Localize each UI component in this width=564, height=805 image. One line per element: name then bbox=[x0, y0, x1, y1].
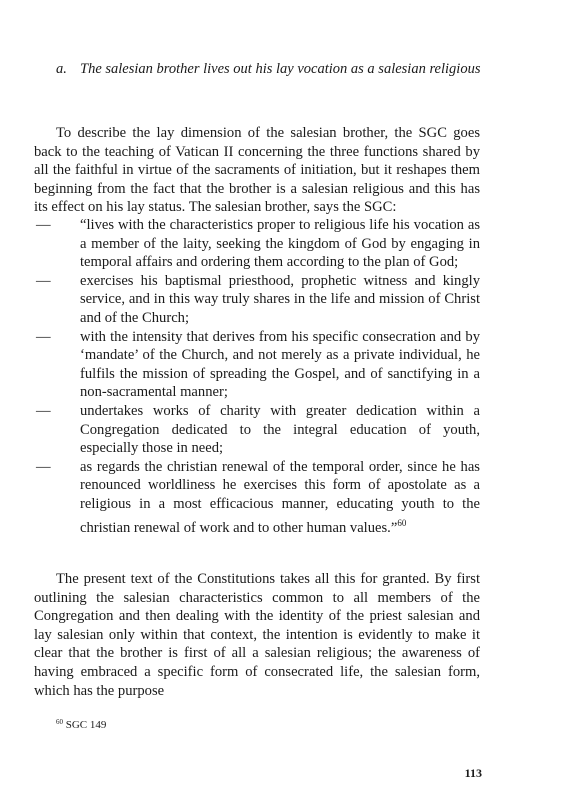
list-item-text: as regards the christian renewal of the temporal order, since he has renounced worldliness he exercises this form of apostolate as a religious in a most efficacious manner, educating youth to the christian renewal of work and to other human values.” bbox=[80, 458, 480, 536]
list-dash: — bbox=[36, 272, 51, 289]
list-item-text: “lives with the characteristics proper to religious life his vocation as a member of the laity, seeking the kingdom of God by engaging in temporal affairs and ordering them according to the plan of God; bbox=[80, 217, 480, 271]
footnote bbox=[56, 718, 106, 731]
list-item bbox=[34, 402, 480, 458]
paragraph-constitutions bbox=[34, 570, 480, 700]
list-item bbox=[34, 216, 480, 272]
page-number: 113 bbox=[464, 766, 482, 780]
list-item bbox=[34, 272, 480, 328]
list-dash: — bbox=[36, 402, 51, 419]
footnote-number: 60 bbox=[56, 718, 63, 726]
quote-list bbox=[34, 216, 480, 537]
list-dash: — bbox=[36, 217, 51, 233]
section-heading-text: The salesian brother lives out his lay vocation as a salesian religious bbox=[80, 61, 481, 77]
list-item-text: with the intensity that derives from his specific consecration and by ‘mandate’ of the Church, and not merely as a private individual, he fulfils the mission of spreading the Gospel, and of sanctifying in a non-sacramental manner; bbox=[80, 328, 480, 401]
list-dash: — bbox=[36, 328, 51, 345]
section-heading-label: a. bbox=[56, 61, 67, 77]
list-item-text: undertakes works of charity with greater dedication within a Congregation dedicated to the integral education of youth, especially those in need; bbox=[80, 402, 480, 457]
list-item bbox=[34, 458, 480, 537]
section-heading bbox=[56, 60, 496, 79]
footnote-text: SGC 149 bbox=[65, 719, 107, 731]
paragraph-constitutions-text: The present text of the Constitutions takes all this for granted. By first outlining the salesian characteristics common to all members of the Congregation and then dealing with the identity of the priest salesian and lay salesian only within that context, the intention is evidently to make it clear that the brother is first of all a salesian religious; the awareness of having embraced a specific form of consecrated life, the salesian form, which has the purpose bbox=[34, 571, 480, 699]
list-item-text: exercises his baptismal priesthood, prophetic witness and kingly service, and in this way truly shares in the life and mission of Christ and of the Church; bbox=[80, 272, 480, 326]
paragraph-intro-text: To describe the lay dimension of the salesian brother, the SGC goes back to the teaching of Vatican II concerning the three functions shared by all the faithful in virtue of the sacraments of initiation, but it reshapes them beginning from the fact that the brother is a salesian religious and this has its effect on his lay status. The salesian brother, says the SGC: bbox=[34, 125, 480, 216]
paragraph-intro bbox=[34, 124, 480, 217]
list-dash: — bbox=[36, 458, 51, 475]
footnote-reference[interactable]: 60 bbox=[397, 517, 407, 528]
list-item bbox=[34, 328, 480, 402]
